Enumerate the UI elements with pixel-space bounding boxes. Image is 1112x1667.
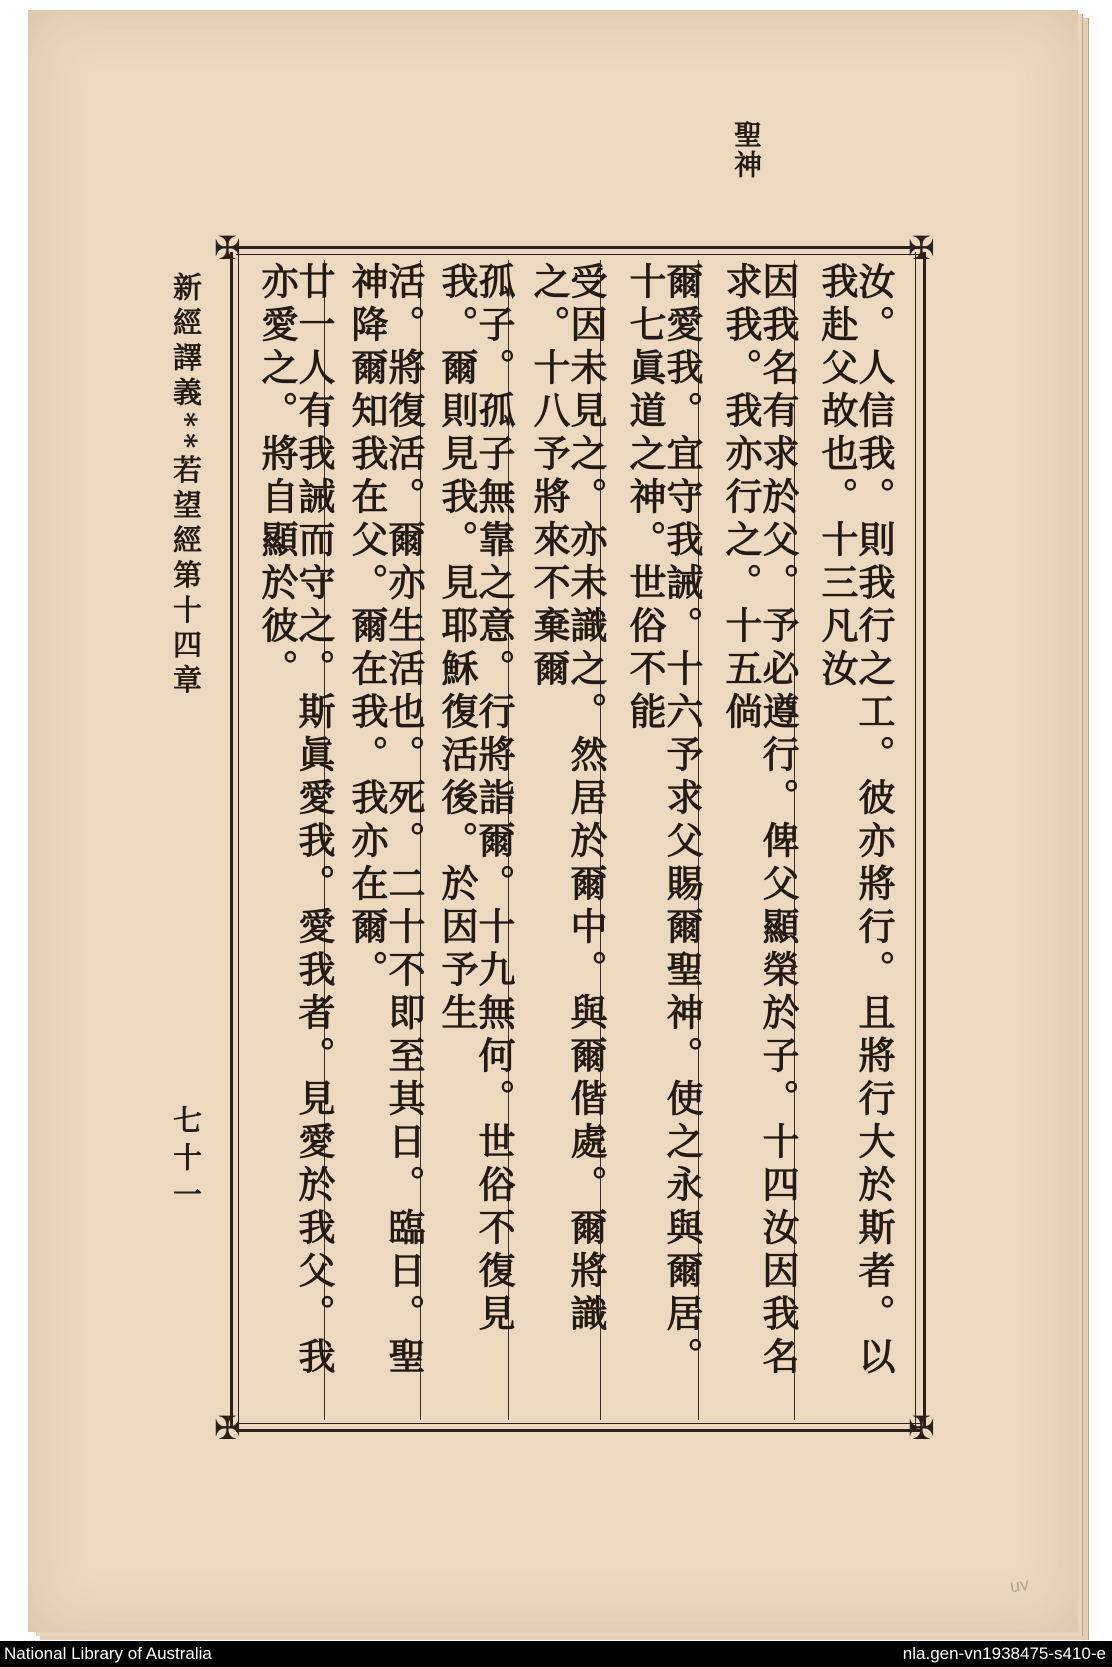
text-column: 因我名有求於父。予必遵行。俾父顯榮於子。十四汝因我名求我。我亦行之。十五倘 (719, 262, 800, 1380)
scanned-page (28, 10, 1078, 1632)
text-column: 活。將復活。爾亦生活也。死。二十不即至其日。臨日。聖神降爾知我在父。爾在我。我亦在爾。 (345, 262, 426, 1380)
corner-ornament-top-left: ✠ (214, 229, 241, 267)
footer-source: National Library of Australia (4, 1644, 212, 1663)
header-mark: 聖神 (730, 120, 763, 180)
frame-right-rule-inner (915, 252, 916, 1428)
corner-ornament-top-right: ✠ (908, 229, 935, 267)
frame-bottom-rule (236, 1429, 922, 1432)
text-column: 汝。人信我。則我行之工。彼亦將行。且將行大於斯者。以我赴父故也。十三凡汝 (815, 262, 896, 1380)
frame-top-rule-inner (236, 254, 922, 255)
footer-identifier: nla.gen-vn1938475-s410-e (902, 1644, 1106, 1663)
corner-ornament-bottom-right: ✠ (908, 1409, 935, 1447)
text-column: 廿一人有我誡而守之。斯眞愛我。愛我者。見愛於我父。我亦愛之。將自顯於彼。 (255, 262, 336, 1380)
text-column: 受因未見之。亦未識之。然居於爾中。與爾偕處。爾將識之。十八予將來不棄爾 (527, 262, 608, 1337)
text-column: 爾愛我。宜守我誡。十六予求父賜爾聖神。使之永與爾居。十七眞道之神。世俗不能 (623, 262, 704, 1380)
frame-right-rule (923, 252, 926, 1428)
running-title: 新經譯義**若望經第十四章 (169, 272, 203, 700)
pencil-mark: uv (1008, 1573, 1031, 1597)
frame-left-rule (230, 252, 233, 1428)
footer-bar (0, 1641, 1112, 1667)
page-number: 七十一 (169, 1105, 203, 1216)
frame-top-rule (236, 246, 922, 249)
corner-ornament-bottom-left: ✠ (214, 1409, 241, 1447)
frame-bottom-rule-inner (236, 1423, 922, 1424)
frame-left-rule-inner (238, 252, 239, 1428)
text-column: 孤子。孤子無靠之意。行將詣爾。十九無何。世俗不復見我。爾則見我。見耶穌復活後。於因予生 (435, 262, 516, 1337)
